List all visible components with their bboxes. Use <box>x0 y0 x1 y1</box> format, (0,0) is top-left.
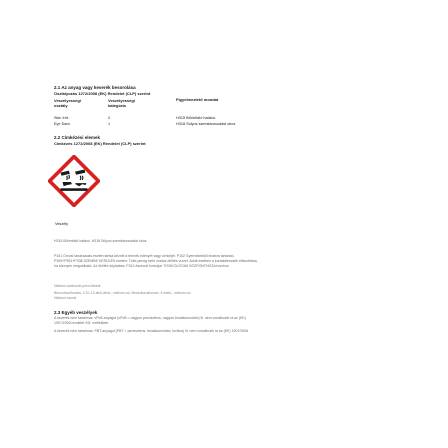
section-2-2-regulation: Címkézés 1272/2008 (EK) Rendelet (CLP) szerint <box>54 141 146 146</box>
ingredient-line-3: Nátrium-laurát <box>54 296 77 300</box>
ghs05-corrosion-icon <box>48 155 100 207</box>
hazard-statement-cell: H315 Bőrirritáló hatású. <box>176 116 216 120</box>
col-hazard-statement-header: Figyelmeztető mondat <box>176 97 219 102</box>
hazard-class-cell: Skin Irrit. <box>54 116 69 120</box>
precautionary-statement-1: P101 Orvosi tanácsadás esetén tartsa kéznél a termék edényét vagy címkéjét. P102 Gyermekektől elzárva tartandó. <box>54 254 235 258</box>
hazard-class-cell: Eye Dam. <box>54 122 71 126</box>
col-hazard-category-header: Veszélyességi kategória <box>108 98 135 108</box>
precautionary-statement-3: ha könnyen megoldható. Az öblítés folytatása. P310 Azonnal forduljon TOXIKOLÓGIAI KÖZPONTHOZ/orvoshoz. <box>54 264 230 268</box>
section-2-2-heading: 2.2 Címkézési elemek <box>54 135 101 140</box>
ingredient-line-2: Benzolszulfonsav, C10-13-alkil-deriv., nátrium-só; Benzolszulfonsav, 4-metil-, nátrium-só <box>54 291 191 295</box>
hazard-statement-cell: H318 Súlyos szemkárosodást okoz. <box>176 122 237 126</box>
hazard-category-cell: 1 <box>108 122 111 126</box>
other-hazards-line-1: A keverék nem tartalmaz: vPvB-anyagot (vPvB = nagyon perzisztens, nagyon bioakkumulatív) ill. nem vonatkozik rá az (EK) <box>54 316 246 320</box>
precautionary-statement-2: P305+P351+P338 SZEMBE KERÜLÉS esetén: Több percig tartó óvatos öblítés vízzel. Adott esetben a kontaktlencsék eltávolítása, <box>54 259 258 263</box>
hazard-statement-line: H315 Bőrirritáló hatású. H318 Súlyos szemkárosodást okoz. <box>54 239 148 243</box>
other-hazards-line-3: A keverék nem tartalmaz: PBT-anyagot (PBT = perzisztens, bioakkumulatív, toxikus) ill. nem vonatkozik rá az (EK) 1907/2006 <box>54 329 249 333</box>
section-2-3-heading: 2.3 Egyéb veszélyek <box>54 310 98 315</box>
section-2-1-heading: 2.1 Az anyag vagy keverék besorolása <box>54 85 136 90</box>
section-2-1-regulation: Osztályozás 1272/2008 (EK) Rendelet (CLP) szerint <box>54 91 151 96</box>
signal-word: Veszély <box>55 222 69 226</box>
other-hazards-line-2: 1907/2006 rendelet XIII. melléklete. <box>54 321 110 325</box>
hazard-category-cell: 2 <box>108 116 111 120</box>
col-hazard-class-header: Veszélyességi osztály <box>54 98 81 108</box>
ingredient-line-1: Nátrium-karbonát-peroxihidrát <box>54 284 101 288</box>
